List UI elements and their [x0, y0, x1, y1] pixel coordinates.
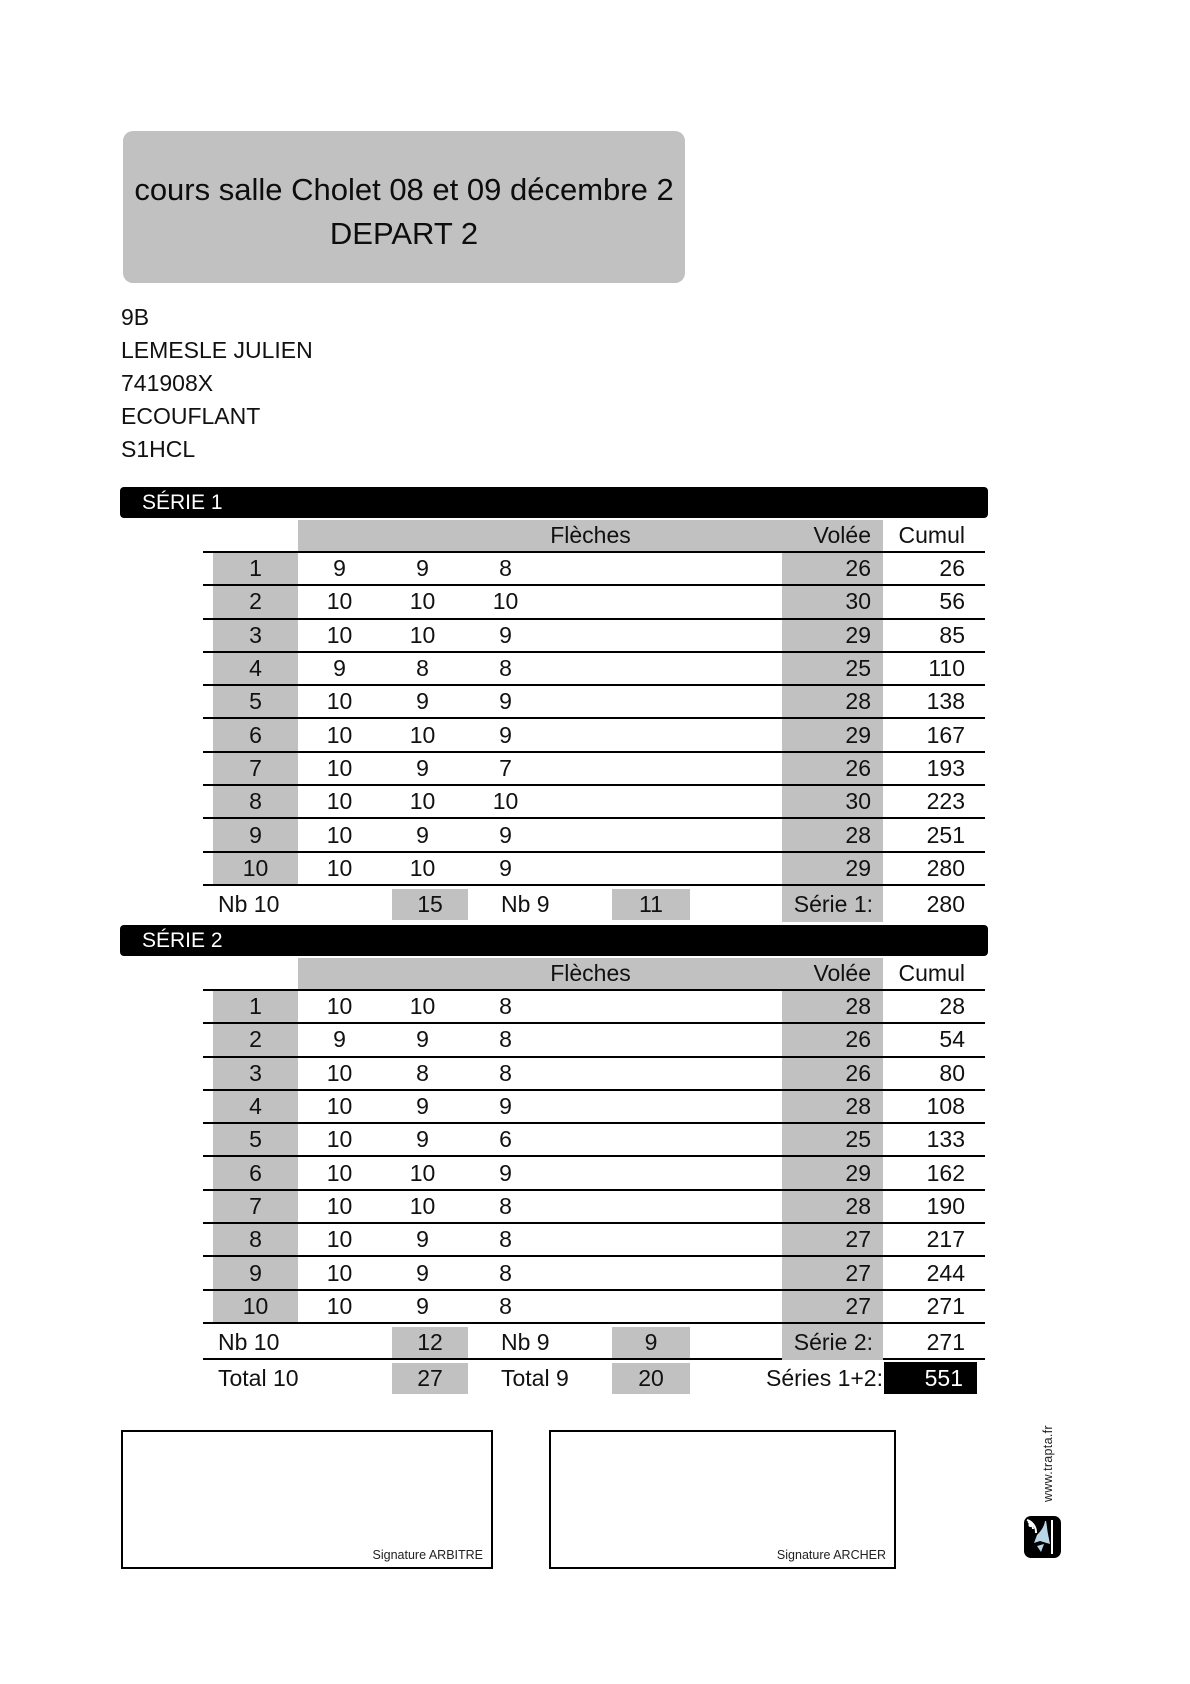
arrow-1-cell: 10: [326, 1292, 353, 1319]
volee-cell: 29: [782, 719, 883, 750]
end-number-cell: 8: [213, 786, 298, 817]
arrow-3-cell: 8: [499, 993, 512, 1020]
arrow-2-cell: 9: [416, 1093, 429, 1120]
arrow-2-cell: 10: [409, 621, 436, 648]
arrow-1-cell: 10: [326, 588, 353, 615]
volee-cell: 28: [782, 819, 883, 850]
total9-label: Total 9: [501, 1364, 569, 1391]
cumul-cell: 85: [939, 621, 965, 648]
nb10-value: 12: [392, 1327, 468, 1358]
arrow-3-cell: 10: [492, 588, 519, 615]
arrow-1-cell: 10: [326, 688, 353, 715]
header-band: [298, 958, 883, 989]
arrow-2-cell: 9: [416, 1126, 429, 1153]
cumul-cell: 54: [939, 1026, 965, 1053]
arrow-2-cell: 10: [409, 788, 436, 815]
cumul-cell: 80: [939, 1059, 965, 1086]
serie-1-table-header: [203, 520, 985, 553]
series-1-2-total: 551: [884, 1362, 977, 1394]
cumul-cell: 138: [926, 688, 965, 715]
trapta-logo-icon: [1024, 1516, 1061, 1558]
score-row: [203, 1157, 985, 1190]
end-number-cell: 8: [213, 1224, 298, 1255]
volee-column-header: Volée: [813, 960, 871, 986]
arrow-1-cell: 10: [326, 1093, 353, 1120]
serie-1-rows: [203, 553, 985, 886]
volee-cell: 29: [782, 853, 883, 884]
serie-2-section: [120, 925, 988, 1396]
arrow-3-cell: 8: [499, 1292, 512, 1319]
score-row: [203, 653, 985, 686]
end-number-cell: 9: [213, 1257, 298, 1288]
arrow-2-cell: 10: [409, 993, 436, 1020]
nb9-value: 9: [612, 1327, 690, 1358]
end-number-cell: 7: [213, 753, 298, 784]
serie-2-summary-row: [203, 1324, 985, 1360]
score-row: [203, 819, 985, 852]
arrow-2-cell: 9: [416, 555, 429, 582]
arrow-3-cell: 8: [499, 1059, 512, 1086]
cumul-cell: 108: [926, 1093, 965, 1120]
cumul-cell: 190: [926, 1192, 965, 1219]
score-row: [203, 991, 985, 1024]
arrow-1-cell: 9: [333, 655, 346, 682]
serie-2-table-header: [203, 958, 985, 991]
cumul-cell: 110: [928, 655, 965, 682]
end-number-cell: 5: [213, 686, 298, 717]
grand-total-row: [203, 1360, 985, 1396]
serie-1-total-label: Série 1:: [782, 886, 883, 922]
row-spacer: [547, 1058, 782, 1089]
volee-cell: 30: [782, 786, 883, 817]
nb10-value: 15: [392, 889, 468, 920]
serie-2-total-value: 271: [926, 1328, 965, 1355]
nb10-label: Nb 10: [218, 1328, 280, 1355]
cumul-cell: 28: [939, 993, 965, 1020]
arrow-1-cell: 10: [326, 1226, 353, 1253]
fleches-column-header: Flèches: [550, 960, 631, 986]
score-row: [203, 1224, 985, 1257]
arrow-3-cell: 8: [499, 1192, 512, 1219]
score-row: [203, 786, 985, 819]
row-spacer: [547, 586, 782, 617]
row-spacer: [547, 1191, 782, 1222]
arrow-3-cell: 9: [499, 1159, 512, 1186]
end-number-cell: 3: [213, 620, 298, 651]
end-number-cell: 1: [213, 553, 298, 584]
arrow-2-cell: 10: [409, 854, 436, 881]
volee-cell: 29: [782, 620, 883, 651]
serie-1-section: [120, 487, 988, 922]
end-number-cell: 3: [213, 1058, 298, 1089]
row-spacer: [547, 620, 782, 651]
serie-1-title-bar: SÉRIE 1: [120, 487, 988, 518]
score-row: [203, 753, 985, 786]
cumul-column-header: Cumul: [898, 522, 965, 548]
volee-cell: 28: [782, 1191, 883, 1222]
arrow-1-cell: 10: [326, 621, 353, 648]
score-row: [203, 1257, 985, 1290]
score-row: [203, 553, 985, 586]
arrow-1-cell: 10: [326, 1059, 353, 1086]
archer-info: [121, 301, 313, 466]
row-spacer: [547, 819, 782, 850]
target-number: 9B: [121, 304, 150, 330]
row-spacer: [547, 719, 782, 750]
category-code: S1HCL: [121, 436, 196, 462]
arrow-2-cell: 9: [416, 821, 429, 848]
arrow-2-cell: 10: [409, 1192, 436, 1219]
cumul-cell: 26: [939, 555, 965, 582]
score-row: [203, 586, 985, 619]
arrow-2-cell: 8: [416, 1059, 429, 1086]
arrow-3-cell: 8: [499, 1259, 512, 1286]
nb10-label: Nb 10: [218, 890, 280, 917]
end-number-cell: 7: [213, 1191, 298, 1222]
arrow-3-cell: 6: [499, 1126, 512, 1153]
fleches-column-header: Flèches: [550, 522, 631, 548]
end-number-cell: 10: [213, 1291, 298, 1322]
arrow-3-cell: 9: [499, 1093, 512, 1120]
total10-label: Total 10: [218, 1364, 299, 1391]
total9-value: 20: [612, 1363, 690, 1394]
arrow-1-cell: 10: [326, 1159, 353, 1186]
arrow-1-cell: 9: [333, 555, 346, 582]
row-spacer: [547, 1024, 782, 1055]
row-spacer: [547, 1157, 782, 1188]
cumul-cell: 162: [926, 1159, 965, 1186]
arrow-3-cell: 8: [499, 1026, 512, 1053]
serie-1-total-value: 280: [926, 890, 965, 917]
cumul-cell: 251: [926, 821, 965, 848]
end-number-cell: 6: [213, 1157, 298, 1188]
header-band: [298, 520, 883, 551]
score-row: [203, 1091, 985, 1124]
volee-cell: 27: [782, 1257, 883, 1288]
event-title-box: [123, 131, 685, 283]
row-spacer: [547, 853, 782, 884]
score-row: [203, 1291, 985, 1324]
nb9-label: Nb 9: [501, 1328, 550, 1355]
arrow-1-cell: 10: [326, 1259, 353, 1286]
end-number-cell: 1: [213, 991, 298, 1022]
serie-1-summary-row: [203, 886, 985, 922]
arrow-2-cell: 10: [409, 588, 436, 615]
referee-signature-label: Signature ARBITRE: [372, 1548, 483, 1562]
score-row: [203, 1058, 985, 1091]
row-spacer: [547, 553, 782, 584]
arrow-3-cell: 9: [499, 721, 512, 748]
serie-2-rows: [203, 991, 985, 1324]
row-spacer: [547, 1124, 782, 1155]
volee-cell: 27: [782, 1291, 883, 1322]
row-spacer: [547, 753, 782, 784]
nb9-value: 11: [612, 889, 690, 920]
arrow-3-cell: 9: [499, 821, 512, 848]
arrow-2-cell: 10: [409, 721, 436, 748]
arrow-1-cell: 10: [326, 854, 353, 881]
archer-name: LEMESLE JULIEN: [121, 337, 313, 363]
arrow-3-cell: 9: [499, 621, 512, 648]
cumul-cell: 193: [926, 754, 965, 781]
arrow-1-cell: 10: [326, 1126, 353, 1153]
arrow-3-cell: 10: [492, 788, 519, 815]
row-spacer: [547, 1257, 782, 1288]
end-number-cell: 2: [213, 586, 298, 617]
arrow-1-cell: 9: [333, 1026, 346, 1053]
volee-cell: 28: [782, 686, 883, 717]
series-1-2-label: Séries 1+2:: [766, 1364, 883, 1391]
score-row: [203, 1024, 985, 1057]
row-spacer: [547, 686, 782, 717]
referee-signature-box: [121, 1430, 493, 1569]
license-number: 741908X: [121, 370, 214, 396]
arrow-3-cell: 7: [499, 754, 512, 781]
archer-signature-label: Signature ARCHER: [776, 1548, 886, 1562]
depart-label: DEPART 2: [329, 216, 479, 251]
arrow-3-cell: 8: [499, 1226, 512, 1253]
volee-cell: 26: [782, 753, 883, 784]
end-number-cell: 2: [213, 1024, 298, 1055]
arrow-1-cell: 10: [326, 754, 353, 781]
score-row: [203, 686, 985, 719]
volee-cell: 25: [782, 1124, 883, 1155]
arrow-3-cell: 9: [499, 688, 512, 715]
arrow-2-cell: 9: [416, 1259, 429, 1286]
row-spacer: [547, 1224, 782, 1255]
cumul-cell: 167: [926, 721, 965, 748]
end-number-cell: 4: [213, 1091, 298, 1122]
volee-cell: 26: [782, 1058, 883, 1089]
arrow-3-cell: 9: [499, 854, 512, 881]
score-row: [203, 620, 985, 653]
row-spacer: [547, 786, 782, 817]
serie-2-title-bar: SÉRIE 2: [120, 925, 988, 956]
arrow-2-cell: 10: [409, 1159, 436, 1186]
score-row: [203, 853, 985, 886]
row-spacer: [547, 1291, 782, 1322]
nb9-label: Nb 9: [501, 890, 550, 917]
row-spacer: [547, 653, 782, 684]
arrow-2-cell: 8: [416, 655, 429, 682]
end-number-cell: 5: [213, 1124, 298, 1155]
end-number-cell: 4: [213, 653, 298, 684]
end-number-cell: 10: [213, 853, 298, 884]
arrow-2-cell: 9: [416, 754, 429, 781]
event-title: cours salle Cholet 08 et 09 décembre 2: [134, 172, 674, 207]
arrow-1-cell: 10: [326, 993, 353, 1020]
arrow-1-cell: 10: [326, 788, 353, 815]
end-number-cell: 6: [213, 719, 298, 750]
cumul-cell: 133: [926, 1126, 965, 1153]
serie-2-total-label: Série 2:: [782, 1324, 883, 1360]
volee-cell: 28: [782, 1091, 883, 1122]
club-name: ECOUFLANT: [121, 403, 261, 429]
arrow-3-cell: 8: [499, 555, 512, 582]
volee-cell: 29: [782, 1157, 883, 1188]
cumul-cell: 271: [926, 1292, 965, 1319]
total10-value: 27: [392, 1363, 468, 1394]
score-row: [203, 1191, 985, 1224]
website-url: www.trapta.fr: [1041, 1425, 1055, 1502]
volee-column-header: Volée: [813, 522, 871, 548]
volee-cell: 26: [782, 1024, 883, 1055]
arrow-2-cell: 9: [416, 1292, 429, 1319]
cumul-cell: 56: [939, 588, 965, 615]
cumul-cell: 223: [926, 788, 965, 815]
cumul-cell: 280: [926, 854, 965, 881]
row-spacer: [547, 991, 782, 1022]
volee-cell: 28: [782, 991, 883, 1022]
cumul-cell: 244: [926, 1259, 965, 1286]
arrow-2-cell: 9: [416, 1226, 429, 1253]
row-spacer: [547, 1091, 782, 1122]
arrow-1-cell: 10: [326, 721, 353, 748]
arrow-1-cell: 10: [326, 821, 353, 848]
volee-cell: 25: [782, 653, 883, 684]
score-row: [203, 719, 985, 752]
arrow-2-cell: 9: [416, 1026, 429, 1053]
volee-cell: 30: [782, 586, 883, 617]
cumul-column-header: Cumul: [898, 960, 965, 986]
volee-cell: 27: [782, 1224, 883, 1255]
arrow-1-cell: 10: [326, 1192, 353, 1219]
score-row: [203, 1124, 985, 1157]
archer-signature-box: [549, 1430, 896, 1569]
volee-cell: 26: [782, 553, 883, 584]
arrow-2-cell: 9: [416, 688, 429, 715]
end-number-cell: 9: [213, 819, 298, 850]
cumul-cell: 217: [926, 1226, 965, 1253]
arrow-3-cell: 8: [499, 655, 512, 682]
